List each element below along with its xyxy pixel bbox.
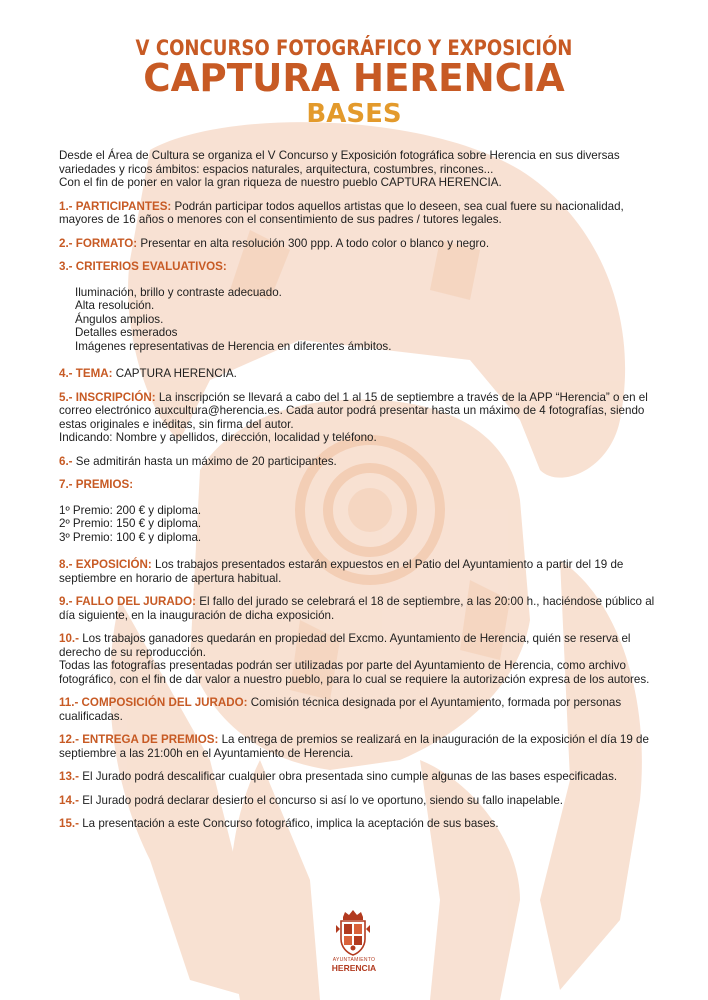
rule-12-text: La entrega de premios se realizará en la inauguración de la exposición el día 19 de septiembre a las 21:00h en el Ayuntamiento de Herencia. — [59, 733, 649, 760]
rule-8-heading: 8.- EXPOSICIÓN: — [59, 558, 152, 571]
criteria-item: Alta resolución. — [75, 299, 155, 312]
rule-14-heading: 14.- — [59, 793, 79, 807]
rule-13-text: El Jurado podrá descalificar cualquier obra presentada sino cumple algunas de las bases especificadas. — [82, 770, 618, 783]
rule-8 — [59, 558, 659, 585]
criteria-item: Detalles esmerados — [75, 326, 178, 339]
rule-13-heading: 13.- — [59, 770, 79, 783]
rule-12 — [59, 733, 659, 760]
criteria-item: Ángulos amplios. — [75, 312, 164, 326]
rule-5-heading: 5.- INSCRIPCIÓN: — [59, 390, 156, 404]
rule-8-text: Los trabajos presentados estarán expuestos en el Patio del Ayuntamiento a partir del 19 de septiembre en horario de apertura habitual. — [59, 558, 624, 585]
rule-1-text: Podrán participar todos aquellos artistas que lo deseen, sea cual fuere su nacionalidad, mayores de 16 años o menores con el consentimiento de sus padres / tutores legales. — [59, 199, 624, 226]
rule-14-text: El Jurado podrá declarar desierto el concurso si así lo ve oportuno, siendo su fallo inapelable. — [82, 793, 564, 807]
rule-3 — [59, 260, 659, 274]
bases-subtitle: BASES — [306, 99, 402, 129]
rule-15-text: La presentación a este Concurso fotográfico, implica la aceptación de sus bases. — [82, 817, 499, 830]
rule-13 — [59, 770, 659, 784]
rule-2 — [59, 237, 659, 251]
contest-edition-title: V CONCURSO FOTOGRÁFICO Y EXPOSICIÓN — [135, 36, 573, 60]
contest-name-title: CAPTURA HERENCIA — [143, 56, 565, 100]
rule-11-heading: 11.- COMPOSICIÓN DEL JURADO: — [59, 696, 248, 709]
rule-4-text: CAPTURA HERENCIA. — [115, 367, 237, 380]
rule-15-heading: 15.- — [59, 817, 79, 830]
rule-1-heading: 1.- PARTICIPANTES: — [59, 199, 172, 213]
rule-10-text-2: Todas las fotografías presentadas podrán ser utilizadas por parte del Ayuntamiento de Herencia, como archivo fotográfico, con el fin de dar valor a nuestro pueblo, para lo cual se requiere la autorización expresa de los autores. — [59, 659, 650, 686]
rule-9-heading: 9.- FALLO DEL JURADO: — [59, 595, 196, 608]
rule-4-heading: 4.- TEMA: — [59, 367, 113, 380]
rule-10-heading: 10.- — [59, 632, 79, 645]
rule-1 — [59, 200, 659, 227]
rules-body — [59, 149, 659, 841]
rule-14 — [59, 794, 659, 808]
rule-9-text: El fallo del jurado se celebrará el 18 de septiembre, a las 20:00 h., haciéndose público al día siguiente, en la inauguración de dicha exposición. — [59, 595, 655, 622]
criteria-item: Iluminación, brillo y contraste adecuado. — [75, 285, 282, 299]
prizes-list — [59, 504, 659, 545]
rule-11 — [59, 696, 659, 723]
rule-15 — [59, 817, 659, 831]
intro-paragraph — [59, 149, 659, 190]
prize-item: 1º Premio: 200 € y diploma. — [59, 503, 202, 517]
footer-org-name: HERENCIA — [331, 963, 377, 973]
rule-6-heading: 6.- — [59, 454, 73, 468]
prize-item: 2º Premio: 150 € y diploma. — [59, 517, 202, 530]
rule-3-heading: 3.- CRITERIOS EVALUATIVOS: — [59, 260, 227, 273]
rule-10 — [59, 632, 659, 686]
rule-4 — [59, 367, 659, 381]
rule-10-text: Los trabajos ganadores quedarán en propiedad del Excmo. Ayuntamiento de Herencia, quién se reserva el derecho de su reproducción. — [59, 632, 631, 659]
rule-2-heading: 2.- FORMATO: — [59, 236, 138, 250]
footer-org-label: AYUNTAMIENTO — [332, 957, 376, 963]
intro-text-1: Desde el Área de Cultura se organiza el V Concurso y Exposición fotográfica sobre Herencia en sus diversas variedades y ricos ámbitos: espacios naturales, arquitectura, costumbres, rincones... — [59, 149, 620, 176]
rule-11-text: Comisión técnica designada por el Ayuntamiento, formada por personas cualificadas. — [59, 696, 622, 723]
prize-item: 3º Premio: 100 € y diploma. — [59, 530, 202, 544]
rule-2-text: Presentar en alta resolución 300 ppp. A todo color o blanco y negro. — [140, 236, 490, 250]
rule-5-text: La inscripción se llevará a cabo del 1 al 15 de septiembre a través de la APP “Herencia” o en el correo electrónico auxcultura@herencia.es. Cada autor podrá presentar hasta un máximo de 4 fotografías, siendo estas originales e inéditas, sin firma del autor. — [59, 390, 648, 431]
criteria-list — [75, 286, 659, 354]
rule-5-text-2: Indicando: Nombre y apellidos, dirección, localidad y teléfono. — [59, 431, 377, 444]
rule-7 — [59, 478, 659, 492]
rule-12-heading: 12.- ENTREGA DE PREMIOS: — [59, 733, 219, 746]
rule-6-text: Se admitirán hasta un máximo de 20 participantes. — [75, 454, 337, 468]
rule-6 — [59, 455, 659, 469]
intro-text-2: Con el fin de poner en valor la gran riqueza de nuestro pueblo CAPTURA HERENCIA. — [59, 176, 502, 189]
rule-7-heading: 7.- PREMIOS: — [59, 478, 134, 491]
coat-of-arms-icon — [330, 909, 376, 957]
rule-9 — [59, 595, 659, 622]
criteria-item: Imágenes representativas de Herencia en diferentes ámbitos. — [75, 339, 392, 353]
rule-5 — [59, 391, 659, 445]
